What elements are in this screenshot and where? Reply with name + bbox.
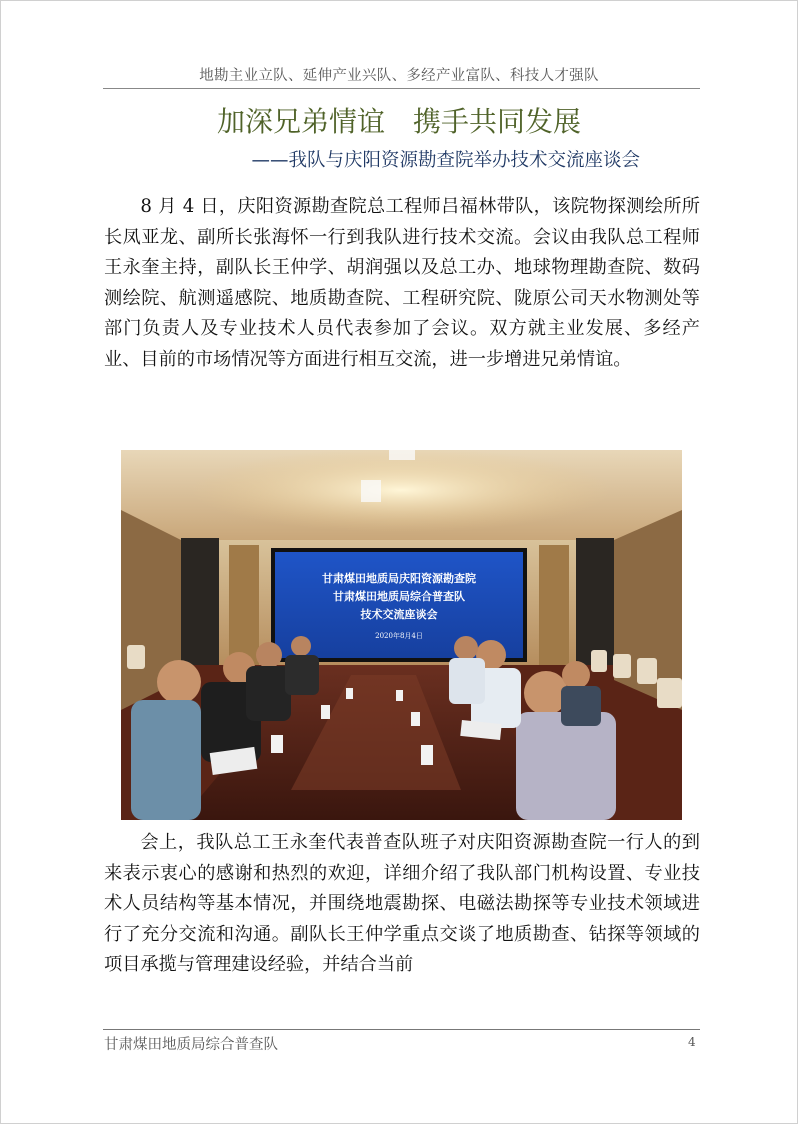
screen-line-2: 甘肃煤田地质局综合普查队 bbox=[333, 590, 465, 603]
footer-rule bbox=[103, 1029, 700, 1030]
header-rule bbox=[103, 88, 700, 89]
paragraph-2: 会上，我队总工王永奎代表普查队班子对庆阳资源勘查院一行人的到来表示衷心的感谢和热烈的欢迎，详细介绍了我队部门机构设置、专业技术人员结构等基本情况，并围绕地震勘探、电磁法勘探等专业技术领域进行了充分交流和沟通。副队长王仲学重点交谈了地质勘查、钻探等领域的项目承揽与管理建设经验，并结合当前 bbox=[104, 832, 700, 976]
paragraph-1: 8 月 4 日，庆阳资源勘查院总工程师吕福林带队，该院物探测绘所所长凤亚龙、副所长张海怀一行到我队进行技术交流。会议由我队总工程师王永奎主持，副队长王仲学、胡润强以及总工办、地球物理勘查院、数码测绘院、航测遥感院、地质勘查院、工程研究院、陇原公司天水物测处等部门负责人及专业技术人员代表参加了会议。双方就主业发展、多经产业、目前的市场情况等方面进行相互交流，进一步增进兄弟情谊。 bbox=[104, 196, 700, 370]
header-motto: 地勘主业立队、延伸产业兴队、多经产业富队、科技人才强队 bbox=[199, 68, 599, 84]
article-title: 加深兄弟情谊 携手共同发展 bbox=[216, 105, 581, 138]
screen-line-3: 技术交流座谈会 bbox=[360, 608, 438, 621]
page-number: 4 bbox=[688, 1035, 696, 1049]
screen-line-1: 甘肃煤田地质局庆阳资源勘查院 bbox=[322, 572, 476, 585]
footer-organization: 甘肃煤田地质局综合普查队 bbox=[104, 1037, 278, 1053]
meeting-photo bbox=[121, 450, 682, 820]
screen-date: 2020年8月4日 bbox=[375, 632, 423, 640]
article-subtitle: ——我队与庆阳资源勘查院举办技术交流座谈会 bbox=[251, 150, 640, 171]
